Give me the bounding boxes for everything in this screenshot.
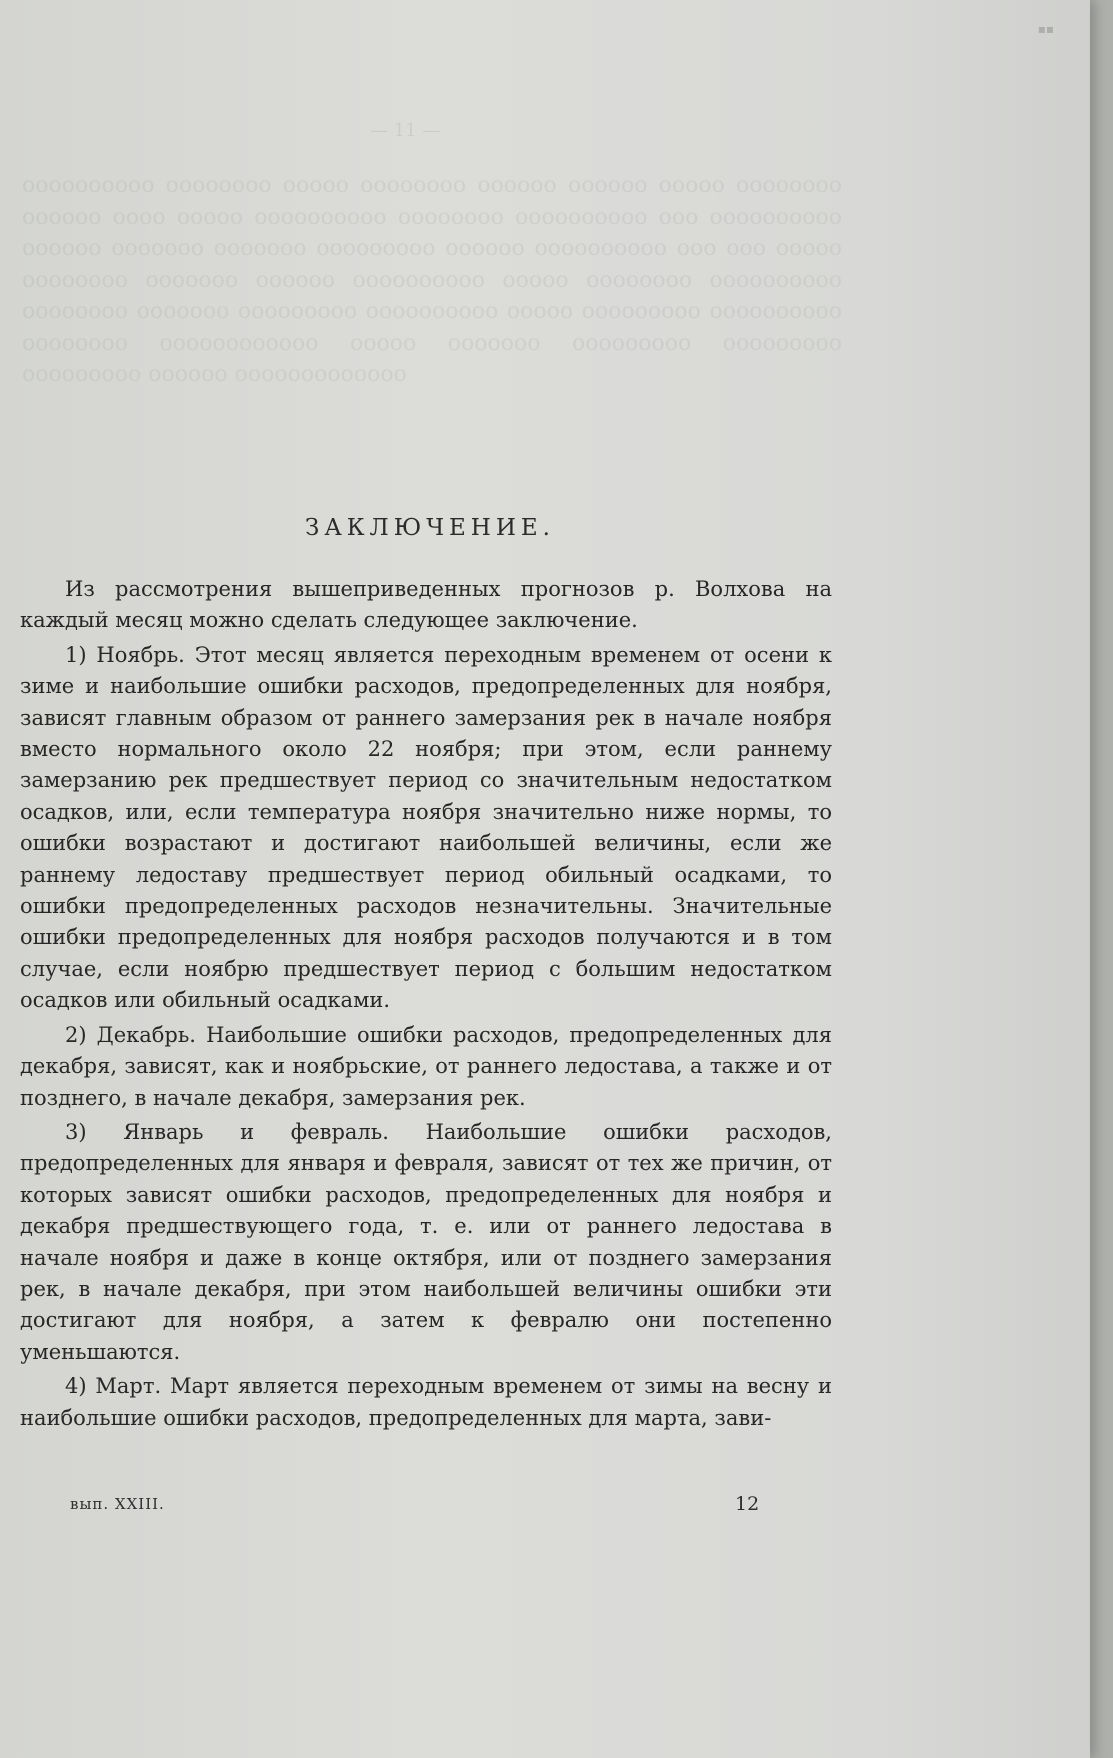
- paragraph-march: 4) Март. Март является переходным временем от зимы на весну и наибольшие ошибки расходов, предопределенных для марта, зави-: [20, 1374, 832, 1430]
- bleed-through-text: оооооооооо оооооооо ооооо оооооооо оооооо оооооо ооооо оооооооо оооооо оооо ооооо оооооооооо оооооооо оооооооооо ооо оооооооооо оооооо ооооооо ооооооо ооооооооо оооооо оооооооооо ооо ооо ооооо оооооооо ооооооо оооооо оооооооооо ооооо оооооооо оооооооооо оооооооо ооооооо ооооооооо оооооооооо ооооо ооооооооо оооооооооо оооооооо оооооооооооо ооооо ооооооо ооооооооо ооооооооо ооооооооо оооооо ооооооооооооо: [22, 173, 842, 387]
- paragraph-december: 2) Декабрь. Наибольшие ошибки расходов, предопределенных для декабря, зависят, как и ноябрьские, от раннего ледостава, а также и от позднего, в начале декабря, замерзания рек.: [20, 1022, 832, 1110]
- corner-library-mark: ▪▪: [1037, 22, 1054, 36]
- body-text: [20, 574, 832, 1434]
- paragraph-january-february: 3) Январь и февраль. Наибольшие ошибки расходов, предопределенных для января и февраля, зависят от тех же причин, от которых зависят ошибки расходов, предопределенных для ноября и декабря предшествующего года, т. е. или от раннего ледостава в начале ноября и даже в конце октября, или от позднего замерзания рек, в начале декабря, при этом наибольшей величины ошибки эти достигают для ноября, а затем к февралю они постепенно уменьшаются.: [20, 1119, 832, 1364]
- page-number: 12: [735, 1493, 760, 1515]
- section-title: ЗАКЛЮЧЕНИЕ.: [305, 515, 555, 541]
- intro-paragraph: Из рассмотрения вышеприведенных прогнозов р. Волхова на каждый месяц можно сделать следующее заключение.: [20, 577, 832, 633]
- paragraph-november: 1) Ноябрь. Этот месяц является переходным временем от осени к зиме и наибольшие ошибки расходов, предопределенных для ноября, зависят главным образом от раннего замерзания рек в начале ноября вместо нормального около 22 ноября; при этом, если раннему замерзанию рек предшествует период со значительным недостатком осадков, или, если температура ноября значительно ниже нормы, то ошибки возрастают и достигают наибольшей величины, если же раннему ледоставу предшествует период обильный осадками, то ошибки предопределенных расходов незначительны. Значительные ошибки предопределенных для ноября расходов получаются и в том случае, если ноябрю предшествует период с большим недостатком осадков или обильный осадками.: [20, 642, 832, 1013]
- faint-page-header-bleed: — 11 —: [370, 120, 441, 141]
- issue-signature: вып. XXIII.: [70, 1495, 165, 1513]
- page-footer: [0, 1495, 860, 1519]
